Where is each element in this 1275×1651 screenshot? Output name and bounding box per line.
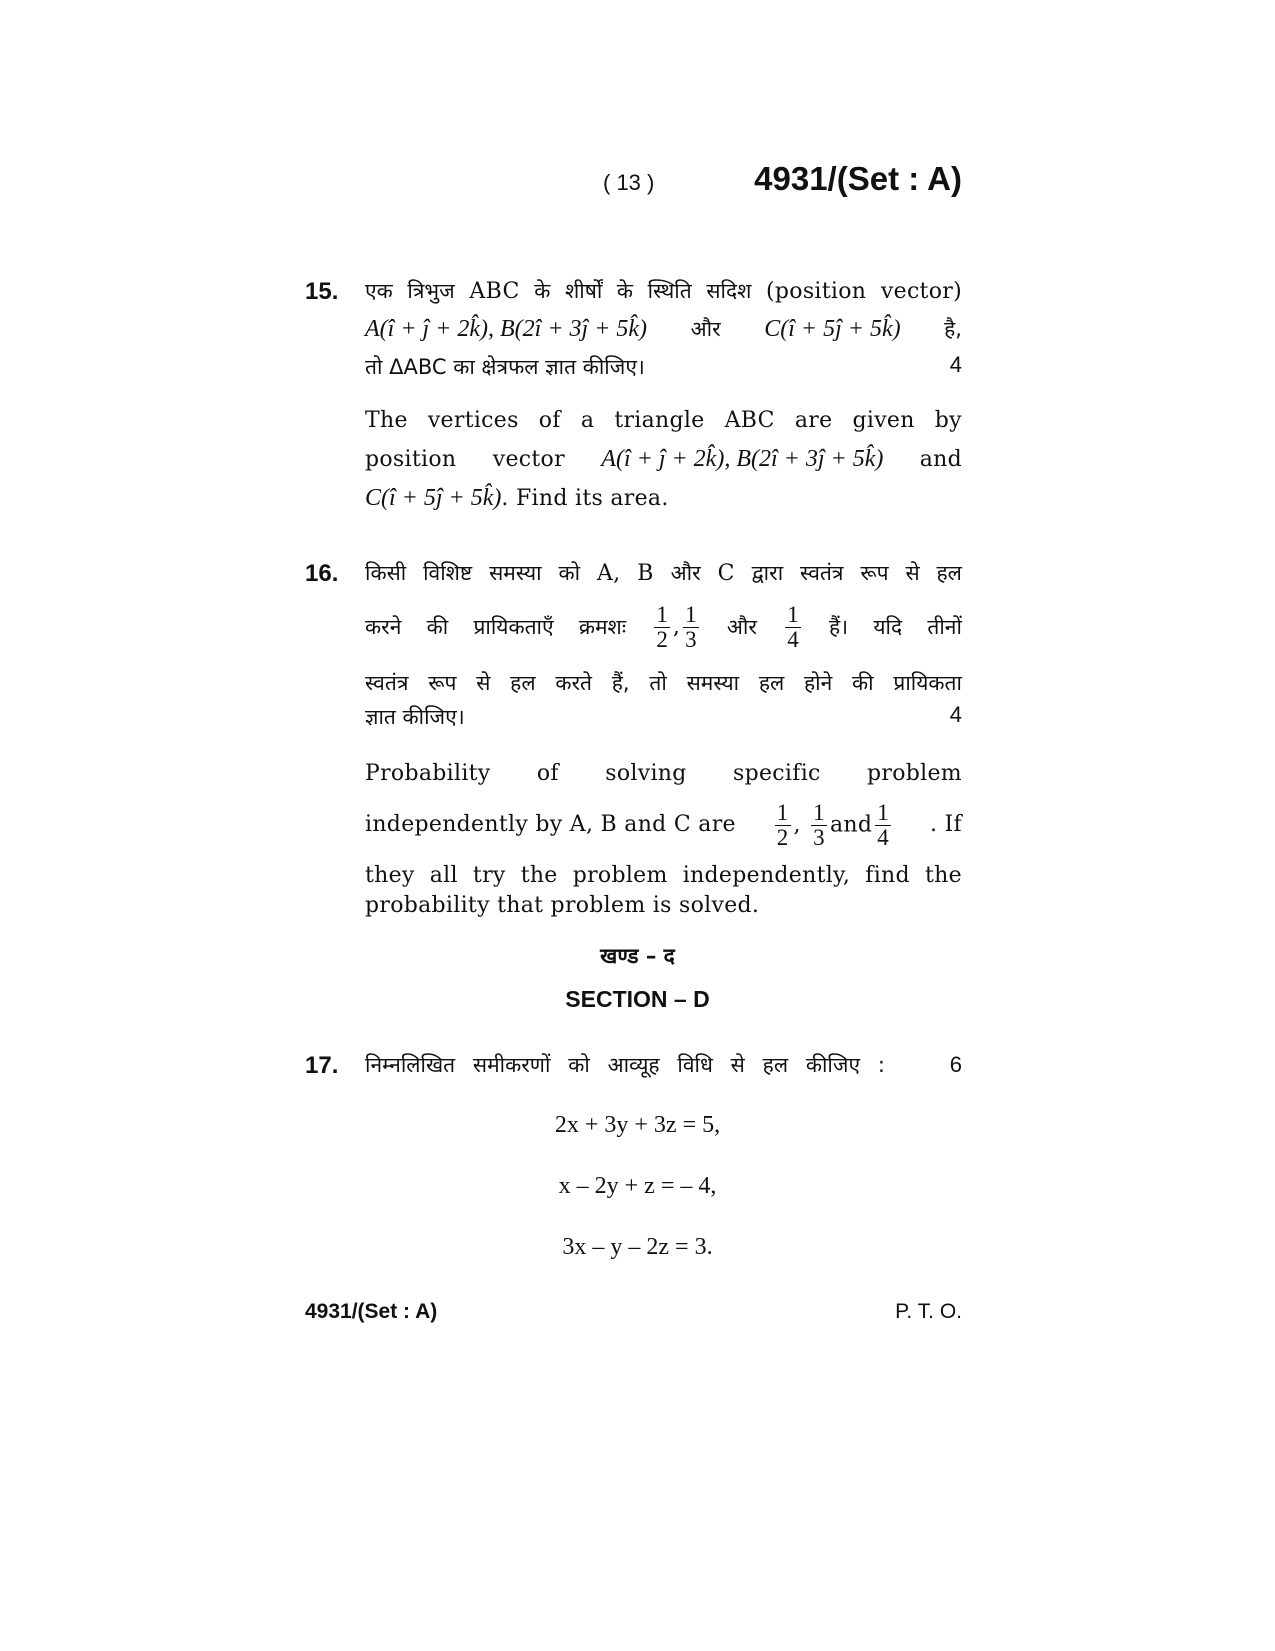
page-number: ( 13 ) (603, 170, 655, 195)
fraction-one-third: $\frac{1}{3}$ (685, 601, 697, 652)
fraction-one-half: $\frac{1}{2}$ (656, 601, 668, 652)
equation-3: 3x – y – 2z = 3. (562, 1234, 713, 1260)
q17-marks: 6 (949, 1052, 962, 1077)
q16-hindi-line-3: स्वतंत्र रूप से हल करते हैं, तो समस्या हल होने की प्रायिकता (365, 671, 962, 695)
q16-english-line-4: probability that problem is solved. (365, 893, 760, 918)
q16-english-line-1: Probability of solving specific problem (365, 761, 962, 786)
q15-hindi-line-1: एक त्रिभुज ABC के शीर्षों के स्थिति सदिश (position vector) (365, 279, 962, 304)
q15-marks: 4 (949, 352, 962, 377)
question-15-number: 15. (305, 278, 339, 305)
paper-code-footer: 4931/(Set : A) (305, 1300, 438, 1323)
equation-1: 2x + 3y + 3z = 5, (554, 1112, 721, 1138)
pto-label: P. T. O. (895, 1300, 962, 1323)
q16-hindi-line-4: ज्ञात कीजिए। (365, 705, 465, 729)
q15-english-line-1: The vertices of a triangle ABC are given by (365, 408, 962, 433)
q16-hindi-line-2: करने की प्रायिकताएँ क्रमशः $\frac{1}{2}$ , $\frac{1}{3}$ और $\frac{1}{4}$ हैं। यदि तीनों (365, 601, 962, 652)
fraction-one-half-en: $\frac{1}{2}$ (776, 799, 789, 850)
fraction-one-third-en: $\frac{1}{3}$ (813, 799, 825, 850)
question-16-number: 16. (305, 560, 339, 587)
paper-code-header: 4931/(Set : A) (754, 160, 962, 197)
q15-english-line-2: position vector A(î + ĵ + 2k̂), B(2î + 3ĵ + 5k̂) and (365, 446, 962, 472)
q16-hindi-fractions: $\frac{1}{2}$ , $\frac{1}{3}$ (656, 601, 697, 652)
section-heading-english: SECTION – D (565, 986, 710, 1012)
q15-hindi-line-3: तो ΔABC का क्षेत्रफल ज्ञात कीजिए। (365, 355, 645, 379)
q15-english-line-3: C(î + 5ĵ + 5k̂). Find its area. (365, 485, 669, 511)
question-17-number: 17. (305, 1052, 339, 1079)
q16-hindi-line-1: किसी विशिष्ट समस्या को A, B और C द्वारा स्वतंत्र रूप से हल (365, 561, 962, 586)
q16-english-line-3: they all try the problem independently, find the (365, 863, 962, 888)
q16-marks: 4 (949, 702, 962, 727)
fraction-one-quarter: $\frac{1}{4}$ (787, 601, 799, 652)
fraction-one-quarter-en: $\frac{1}{4}$ (877, 799, 890, 850)
section-heading-hindi: खण्ड – द (600, 944, 675, 968)
q17-hindi-line: निम्नलिखित समीकरणों को आव्यूह विधि से हल कीजिए : (365, 1053, 885, 1077)
equation-2: x – 2y + z = – 4, (558, 1173, 717, 1199)
q16-english-line-2: independently by A, B and C are $\frac{1}{2}$ , $\frac{1}{3}$ and $\frac{1}{4}$ . If (365, 799, 962, 850)
q15-hindi-line-2: A(î + ĵ + 2k̂), B(2î + 3ĵ + 5k̂) और C(î + 5ĵ + 5k̂) है, (365, 316, 962, 342)
